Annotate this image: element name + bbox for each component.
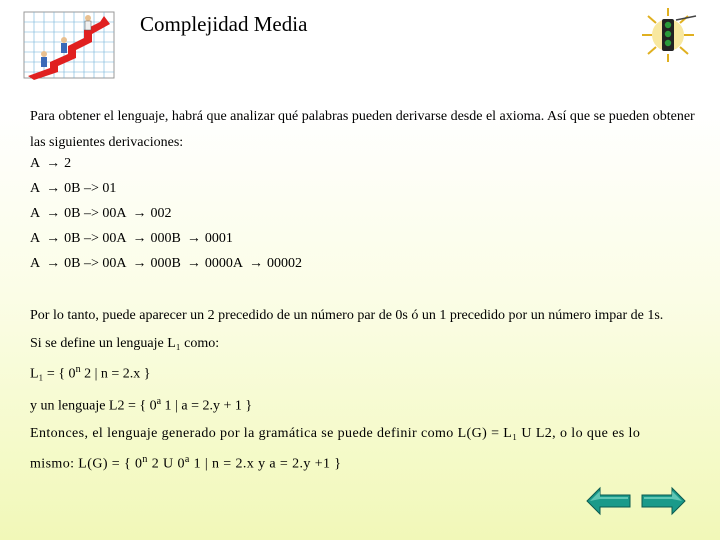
staircase-chart-logo [20,6,120,82]
l1-definition: L₁ = { 0$^n$ 2 | n = 2.x } [30,364,151,382]
conclusion-line-1: Entonces, el lenguaje generado por la gramática se puede definir como L(G) = L₁ U L2, o lo que es lo [30,426,641,441]
page-title: Complejidad Media [140,12,308,36]
explanation-paragraph: Por lo tanto, puede aparecer un 2 precedido de un número par de 0s ó un 1 precedido por un número impar de 1s. [30,308,664,323]
traffic-light-icon [636,8,700,62]
next-slide-button[interactable] [640,486,686,516]
previous-slide-button[interactable] [586,486,632,516]
left-arrow-icon [587,488,630,514]
derivation-line: A → 0B –> 01 [30,181,117,196]
derivation-line: A → 0B –> 00A → 000B → 0000A → 00002 [30,256,302,271]
l2-definition: y un lenguaje L2 = { 0$^a$ 1 | a = 2.y + 1 } [30,396,253,414]
derivation-line: A → 0B –> 00A → 000B → 0001 [30,231,233,246]
right-arrow-icon [642,488,685,514]
conclusion-line-2: mismo: L(G) = { 0$^n$ 2 U 0$^a$ 1 | n = 2.x y a = 2.y +1 } [30,454,342,472]
derivation-line: A → 2 [30,156,72,171]
intro-paragraph: Para obtener el lenguaje, habrá que analizar qué palabras pueden derivarse desde el axioma. Así que se pueden obtener las siguientes derivaciones: [30,109,695,150]
derivation-line: A → 0B –> 00A → 002 [30,206,172,221]
l1-intro: Si se define un lenguaje L₁ como: [30,336,220,351]
